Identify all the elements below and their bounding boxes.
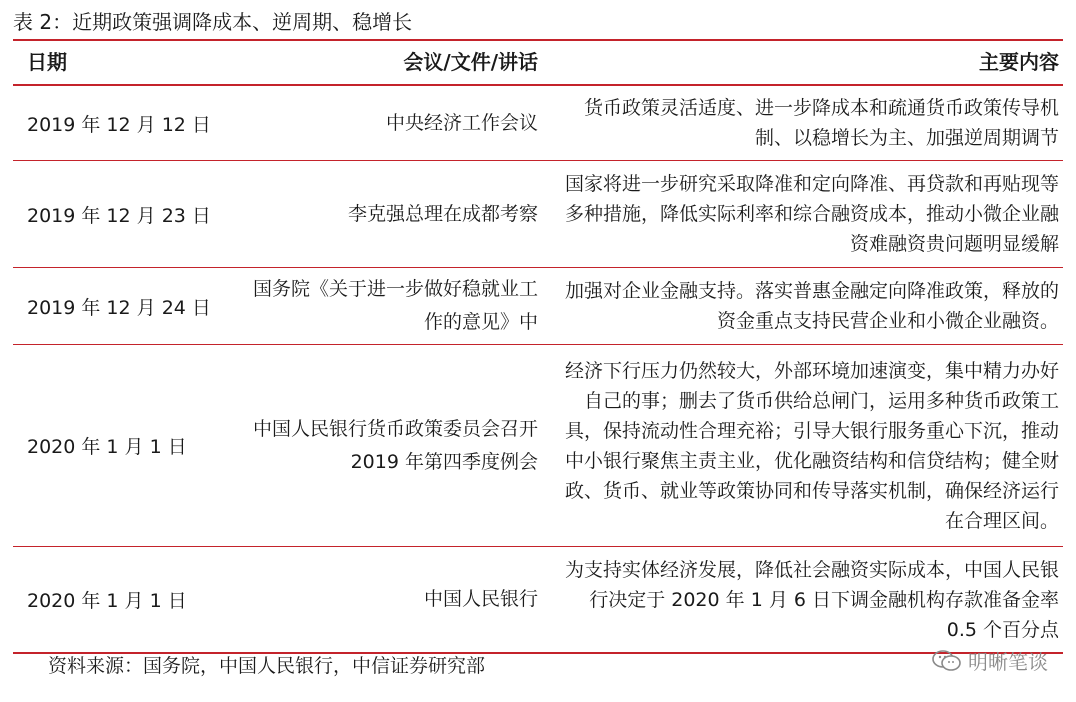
meeting-text: 中央经济工作会议: [385, 111, 538, 134]
row-content: [563, 547, 1063, 652]
row-content: [563, 268, 1063, 344]
column-gap: [541, 268, 563, 344]
row-meeting: [245, 345, 541, 546]
watermark-text: 明晰笔谈: [968, 650, 1048, 674]
row-content: [563, 161, 1063, 267]
header-date: 日期: [27, 50, 67, 74]
policy-table: [13, 39, 1063, 654]
watermark: [932, 646, 1048, 675]
row-meeting: [245, 547, 541, 652]
meeting-text: 中国人民银行: [423, 588, 538, 610]
table-header-row: [13, 41, 1063, 86]
header-content: 主要内容: [979, 50, 1059, 74]
table-row: [13, 345, 1063, 547]
meeting-text: 中国人民银行货币政策委员会召开 2019 年第四季度例会: [252, 417, 538, 473]
content-text: 经济下行压力仍然较大，外部环境加速演变，集中精力办好自己的事；删去了货币供给总闸门，运用多种货币政策工具，保持流动性合理充裕；引导大银行服务重心下沉，推动中小银行聚焦主责主业，优化融资结构和信贷结构；健全财政、货币、就业等政策协同和传导落实机制，确保经济运行在合理区间。: [564, 359, 1059, 532]
content-text: 为支持实体经济发展，降低社会融资实际成本，中国人民银行决定于 2020 年 1 月 6 日下调金融机构存款准备金率 0.5 个百分点: [564, 558, 1059, 641]
row-date: 2020 年 1 月 1 日: [27, 590, 187, 612]
column-gap: [541, 41, 563, 84]
content-text: 国家将进一步研究采取降准和定向降准、再贷款和再贴现等多种措施，降低实际利率和综合融资成本，推动小微企业融资难融资贵问题明显缓解: [564, 173, 1059, 255]
row-content: [563, 345, 1063, 546]
column-gap: [541, 345, 563, 546]
wechat-icon: [932, 649, 962, 673]
content-text: 加强对企业金融支持。落实普惠金融定向降准政策，释放的资金重点支持民营企业和小微企业融资。: [564, 280, 1059, 332]
table-row: [13, 161, 1063, 268]
column-gap: [541, 161, 563, 267]
row-date: 2019 年 12 月 24 日: [27, 296, 211, 319]
meeting-text: 李克强总理在成都考察: [347, 202, 538, 225]
row-meeting: [245, 86, 541, 160]
column-gap: [541, 547, 563, 652]
header-meeting: 会议/文件/讲话: [403, 50, 538, 74]
content-text: 货币政策灵活适度、进一步降成本和疏通货币政策传导机制、以稳增长为主、加强逆周期调节: [583, 97, 1059, 149]
row-meeting: [245, 268, 541, 344]
meeting-text: 国务院《关于进一步做好稳就业工作的意见》中: [252, 278, 538, 333]
row-date: 2020 年 1 月 1 日: [27, 436, 187, 458]
source-note: 资料来源：国务院，中国人民银行，中信证券研究部: [48, 655, 486, 677]
row-date: 2019 年 12 月 23 日: [27, 204, 211, 227]
table-row: [13, 268, 1063, 345]
column-gap: [541, 86, 563, 160]
table-row: [13, 547, 1063, 652]
row-content: [563, 86, 1063, 160]
table-caption: 表 2：近期政策强调降成本、逆周期、稳增长: [13, 10, 413, 34]
table-row: [13, 86, 1063, 161]
row-date: 2019 年 12 月 12 日: [27, 113, 211, 136]
row-meeting: [245, 161, 541, 267]
